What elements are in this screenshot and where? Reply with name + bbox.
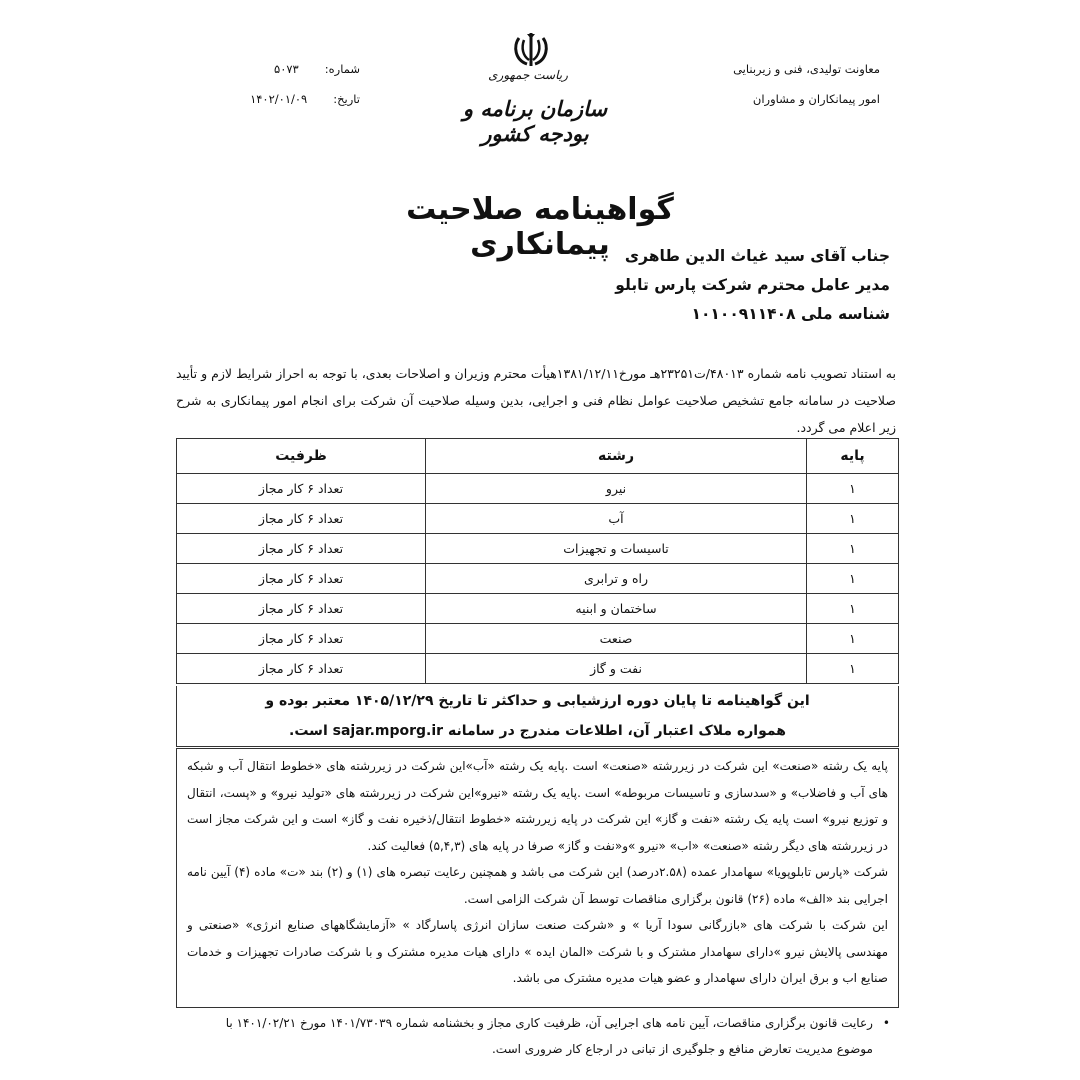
- notes-box: [176, 748, 899, 1008]
- cell-capacity: تعداد ۶ کار مجاز: [177, 594, 426, 624]
- table-row: [177, 564, 899, 594]
- org-subtitle: ریاست جمهوری: [488, 68, 568, 82]
- header-base: پایه: [807, 439, 899, 474]
- cell-base: ۱: [807, 474, 899, 504]
- footer-note: [200, 1010, 890, 1062]
- department-block: [680, 54, 880, 114]
- intro-paragraph: به استناد تصویب نامه شماره ۴۸۰۱۳/ت۲۳۲۵۱هـ مورخ۱۳۸۱/۱۲/۱۱هیأت محترم وزیران و اصلاحات بعدی، با توجه به احراز شرایط لازم و تأیید صلاحیت در سامانه جامع تشخیص صلاحیت عوامل نظام فنی و اجرایی، بدین وسیله صلاحیت آن شرکت برای انجام امور پیمانکاری به شرح زیر اعلام می گردد.: [176, 366, 896, 435]
- note-paragraph: پایه یک رشته «صنعت» این شرکت در زیررشته «صنعت» است .پایه یک رشته «آب»این شرکت در زیررشته های «خطوط انتقال آب و شبکه های آب و فاضلاب» و «سدسازی و تاسیسات مربوطه» است .پایه یک رشته «نیرو»این شرکت در زیررشته های «تولید نیرو» و «پست، انتقال و توزیع نیرو» است پایه یک رشته «نفت و گاز» این شرکت در پایه زیررشته «خطوط انتقال/ذخیره نفت و گاز» است و این شرکت مجاز است در زیررشته های دیگر رشته «صنعت» «اب» «نیرو »و«نفت و گاز» صرفا در پایه های (۵,۴,۳) فعالیت کند.: [187, 759, 888, 853]
- cell-capacity: تعداد ۶ کار مجاز: [177, 624, 426, 654]
- cell-capacity: تعداد ۶ کار مجاز: [177, 564, 426, 594]
- qualifications-table: [176, 438, 899, 684]
- cell-base: ۱: [807, 564, 899, 594]
- table-row: [177, 474, 899, 504]
- table-row: [177, 624, 899, 654]
- cell-base: ۱: [807, 534, 899, 564]
- number-value: ۵۰۷۳: [274, 62, 299, 76]
- table-row: [177, 594, 899, 624]
- department-line-2: امور پیمانکاران و مشاوران: [752, 92, 880, 106]
- cell-capacity: تعداد ۶ کار مجاز: [177, 654, 426, 684]
- bullet-icon: •: [882, 1016, 890, 1030]
- table-row: [177, 534, 899, 564]
- cell-field: نیرو: [426, 474, 807, 504]
- cell-field: راه و ترابری: [426, 564, 807, 594]
- national-id: شناسه ملی ۱۰۱۰۰۹۱۱۴۰۸: [691, 305, 890, 323]
- validity-statement: [176, 686, 899, 747]
- reference-block: [240, 54, 360, 114]
- date-label: تاریخ:: [333, 92, 360, 106]
- addressee-block: [490, 242, 890, 329]
- validity-line-1: این گواهینامه تا پایان دوره ارزشیابی و حداکثر تا تاریخ ۱۴۰۵/۱۲/۲۹ معتبر بوده و: [265, 693, 810, 709]
- footer-text: رعایت قانون برگزاری مناقصات، آیین نامه های اجرایی آن، ظرفیت کاری مجاز و بخشنامه شماره ۱۴۰۱/۷۳۰۳۹ مورخ ۱۴۰۱/۰۲/۲۱ با موضوع مدیریت تعارض منافع و جلوگیری از تبانی در ارجاع کار ضروری است.: [225, 1016, 873, 1056]
- addressee-title: مدیر عامل محترم شرکت پارس تابلو: [615, 276, 890, 294]
- date-value: ۱۴۰۲/۰۱/۰۹: [250, 92, 308, 106]
- cell-capacity: تعداد ۶ کار مجاز: [177, 474, 426, 504]
- cell-field: تاسیسات و تجهیزات: [426, 534, 807, 564]
- cell-field: صنعت: [426, 624, 807, 654]
- date-row: [240, 84, 360, 114]
- number-row: [240, 54, 360, 84]
- table-row: [177, 654, 899, 684]
- table-row: [177, 504, 899, 534]
- cell-base: ۱: [807, 654, 899, 684]
- table-header-row: [177, 439, 899, 474]
- iran-emblem-icon: [511, 30, 551, 70]
- cell-base: ۱: [807, 504, 899, 534]
- cell-field: نفت و گاز: [426, 654, 807, 684]
- number-label: شماره:: [324, 62, 360, 76]
- header-capacity: ظرفیت: [177, 439, 426, 474]
- note-paragraph: این شرکت با شرکت های «بازرگانی سودا آریا » و «شرکت صنعت سازان انرژی پاسارگاد » «آزمایشگاههای صنایع انرژی» «صنعتی و مهندسی پالایش نیرو »دارای سهامدار مشترک و با شرکت «المان ایده » دارای هیات مدیره مشترک و با شرکت صادرات تجهیزات و خدمات صنایع اب و برق ایران دارای سهامدار و عضو هیات مدیره مشترک می باشد.: [187, 918, 888, 985]
- header-field: رشته: [426, 439, 807, 474]
- cell-field: ساختمان و ابنیه: [426, 594, 807, 624]
- org-name: سازمان برنامه و بودجه کشور: [462, 96, 608, 146]
- page-title: گواهینامه صلاحیت پیمانکاری: [406, 192, 674, 262]
- validity-line-2: همواره ملاک اعتبار آن، اطلاعات مندرج در سامانه sajar.mporg.ir است.: [289, 723, 786, 739]
- cell-base: ۱: [807, 594, 899, 624]
- addressee-name: جناب آقای سید غیاث الدین طاهری: [624, 247, 890, 265]
- cell-base: ۱: [807, 624, 899, 654]
- note-paragraph: شرکت «پارس تابلوپویا» سهامدار عمده (۲.۵۸درصد) این شرکت می باشد و همچنین رعایت تبصره های (۱) و (۲) بند «ت» ماده (۴) آیین نامه اجرایی بند «الف» ماده (۲۶) قانون برگزاری مناقصات توسط آن شرکت الزامی است.: [187, 865, 889, 906]
- cell-capacity: تعداد ۶ کار مجاز: [177, 504, 426, 534]
- cell-capacity: تعداد ۶ کار مجاز: [177, 534, 426, 564]
- cell-field: آب: [426, 504, 807, 534]
- department-line-1: معاونت تولیدی، فنی و زیربنایی: [733, 62, 880, 76]
